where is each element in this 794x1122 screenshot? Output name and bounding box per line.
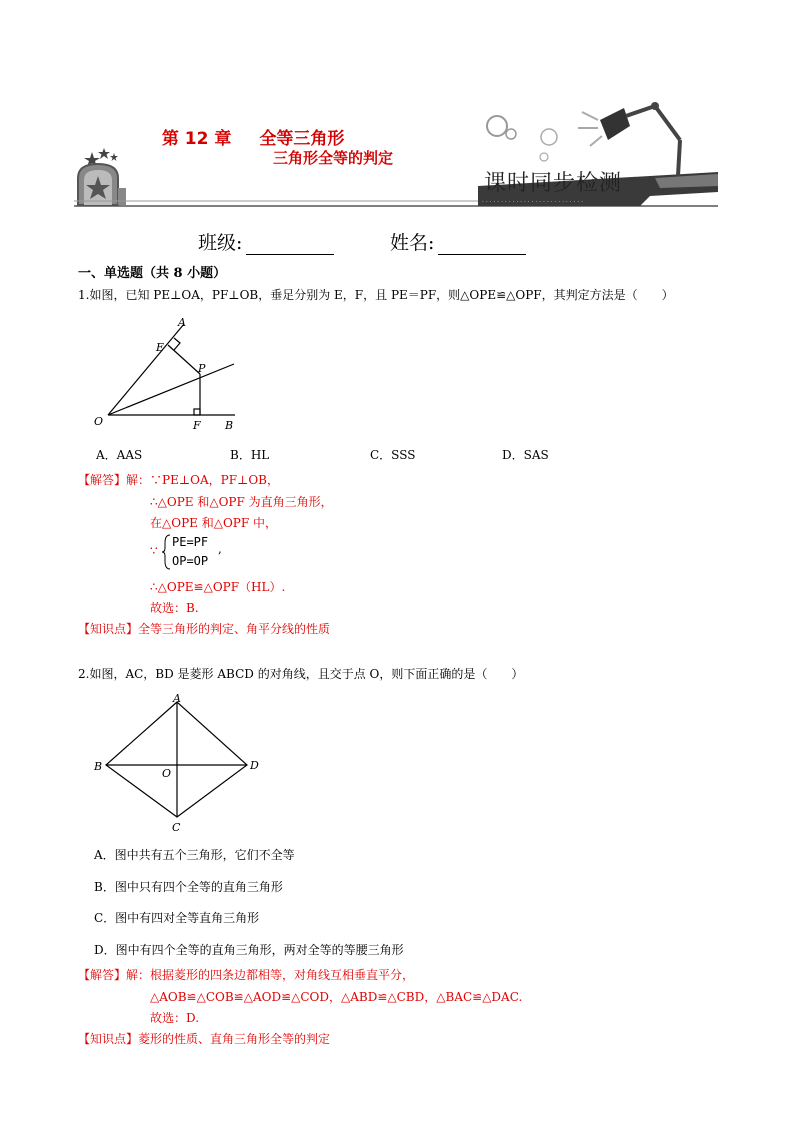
q1-option-b: B．HL — [230, 448, 270, 462]
name-label: 姓名: — [390, 232, 435, 254]
q2-knowledge — [78, 1030, 330, 1047]
star-icon — [110, 153, 118, 161]
right-angle-E — [174, 338, 180, 350]
q2-answer-line-2: △AOB≌△COB≌△AOD≌△COD，△ABD≌△CBD，△BAC≌△DAC. — [150, 990, 523, 1004]
bubble-icon — [506, 129, 516, 139]
label-C: C — [172, 821, 181, 834]
ray-OP — [108, 364, 234, 415]
q2-stem: 2.如图，AC，BD 是菱形 ABCD 的对角线，且交于点 O，则下面正确的是（ ） — [78, 667, 524, 681]
q2-option-b: B．图中只有四个全等的直角三角形 — [94, 880, 283, 894]
q1-eq-2: OP=OP — [172, 554, 209, 568]
q1-answer-system: ∵ PE=PF , OP=OP — [150, 535, 222, 568]
q1-answer-line-1: 解：∵PE⊥OA，PF⊥OB， — [126, 473, 279, 487]
label-E: E — [156, 341, 165, 354]
label-O: O — [162, 767, 172, 780]
header-banner-graphic — [0, 0, 794, 215]
q1-answer-line-3: 在△OPE 和△OPF 中， — [150, 516, 277, 530]
q2-option-c: C．图中有四对全等直角三角形 — [94, 911, 260, 925]
bubble-icon — [541, 129, 557, 145]
q1-stem: 1.如图，已知 PE⊥OA，PF⊥OB，垂足分别为 E，F，且 PE＝PF，则△OPE≌△OPF，其判定方法是（ ） — [78, 288, 674, 302]
label-P: P — [198, 362, 206, 375]
label-B: B — [94, 760, 103, 773]
q2-option-a: A．图中共有五个三角形，它们不全等 — [94, 848, 295, 862]
q1-eq-1: PE=PF — [172, 535, 209, 549]
desk-lamp-icon — [578, 102, 680, 176]
class-label: 班级: — [198, 232, 243, 254]
label-O: O — [94, 415, 104, 428]
svg-text:· · · · · · · · · · · · · · ·: · · · · · · · · · · · · · · · · · · · · · · · · · · · — [482, 199, 584, 206]
q2-figure — [90, 692, 265, 837]
chapter-number: 第 12 章 — [161, 129, 232, 149]
q2-knowledge-text: 菱形的性质、直角三角形全等的判定 — [138, 1032, 331, 1046]
banner-text: 课时同步检测 — [484, 171, 623, 196]
q1-knowledge-tag: 【知识点】 — [78, 622, 139, 636]
label-A: A — [178, 316, 186, 329]
q2-answer-first-line — [78, 966, 414, 983]
class-blank — [246, 238, 334, 255]
label-D: D — [250, 759, 259, 772]
q1-option-a: A．AAS — [96, 448, 143, 462]
bubble-icon — [540, 153, 548, 161]
q1-knowledge-text: 全等三角形的判定、角平分线的性质 — [138, 622, 331, 636]
q1-answer-line-5: 故选：B. — [150, 601, 199, 615]
class-field — [198, 228, 334, 255]
q1-answer-line-4: ∴△OPE≌△OPF（HL）. — [150, 580, 286, 594]
q2-answer-line-3: 故选：D. — [150, 1011, 200, 1025]
q1-option-d: D．SAS — [502, 448, 549, 462]
q1-option-c: C．SSS — [370, 448, 416, 462]
q2-option-d: D．图中有四个全等的直角三角形，两对全等的等腰三角形 — [94, 943, 404, 957]
q1-answer-tag: 【解答】 — [78, 473, 127, 487]
name-blank — [438, 238, 526, 255]
q1-knowledge — [78, 620, 330, 637]
q2-answer-line-1: 解：根据菱形的四条边都相等，对角线互相垂直平分， — [126, 968, 415, 982]
section-heading: 一、单选题（共 8 小题） — [78, 266, 227, 281]
q1-figure — [88, 312, 248, 437]
label-A: A — [173, 692, 181, 705]
bubble-icon — [487, 116, 507, 136]
name-field — [390, 228, 526, 255]
q2-knowledge-tag: 【知识点】 — [78, 1032, 139, 1046]
chapter-title: 全等三角形 — [259, 129, 345, 149]
section-title: 三角形全等的判定 — [273, 149, 394, 167]
segment-PE — [168, 345, 200, 374]
star-icon — [98, 148, 110, 159]
label-B: B — [225, 419, 234, 432]
ray-OA — [108, 324, 184, 415]
q1-answer-line-2: ∴△OPE 和△OPF 为直角三角形， — [150, 495, 333, 509]
q1-answer-first-line — [78, 471, 279, 488]
right-angle-F — [194, 409, 200, 415]
label-F: F — [193, 419, 201, 432]
q2-answer-tag: 【解答】 — [78, 968, 127, 982]
